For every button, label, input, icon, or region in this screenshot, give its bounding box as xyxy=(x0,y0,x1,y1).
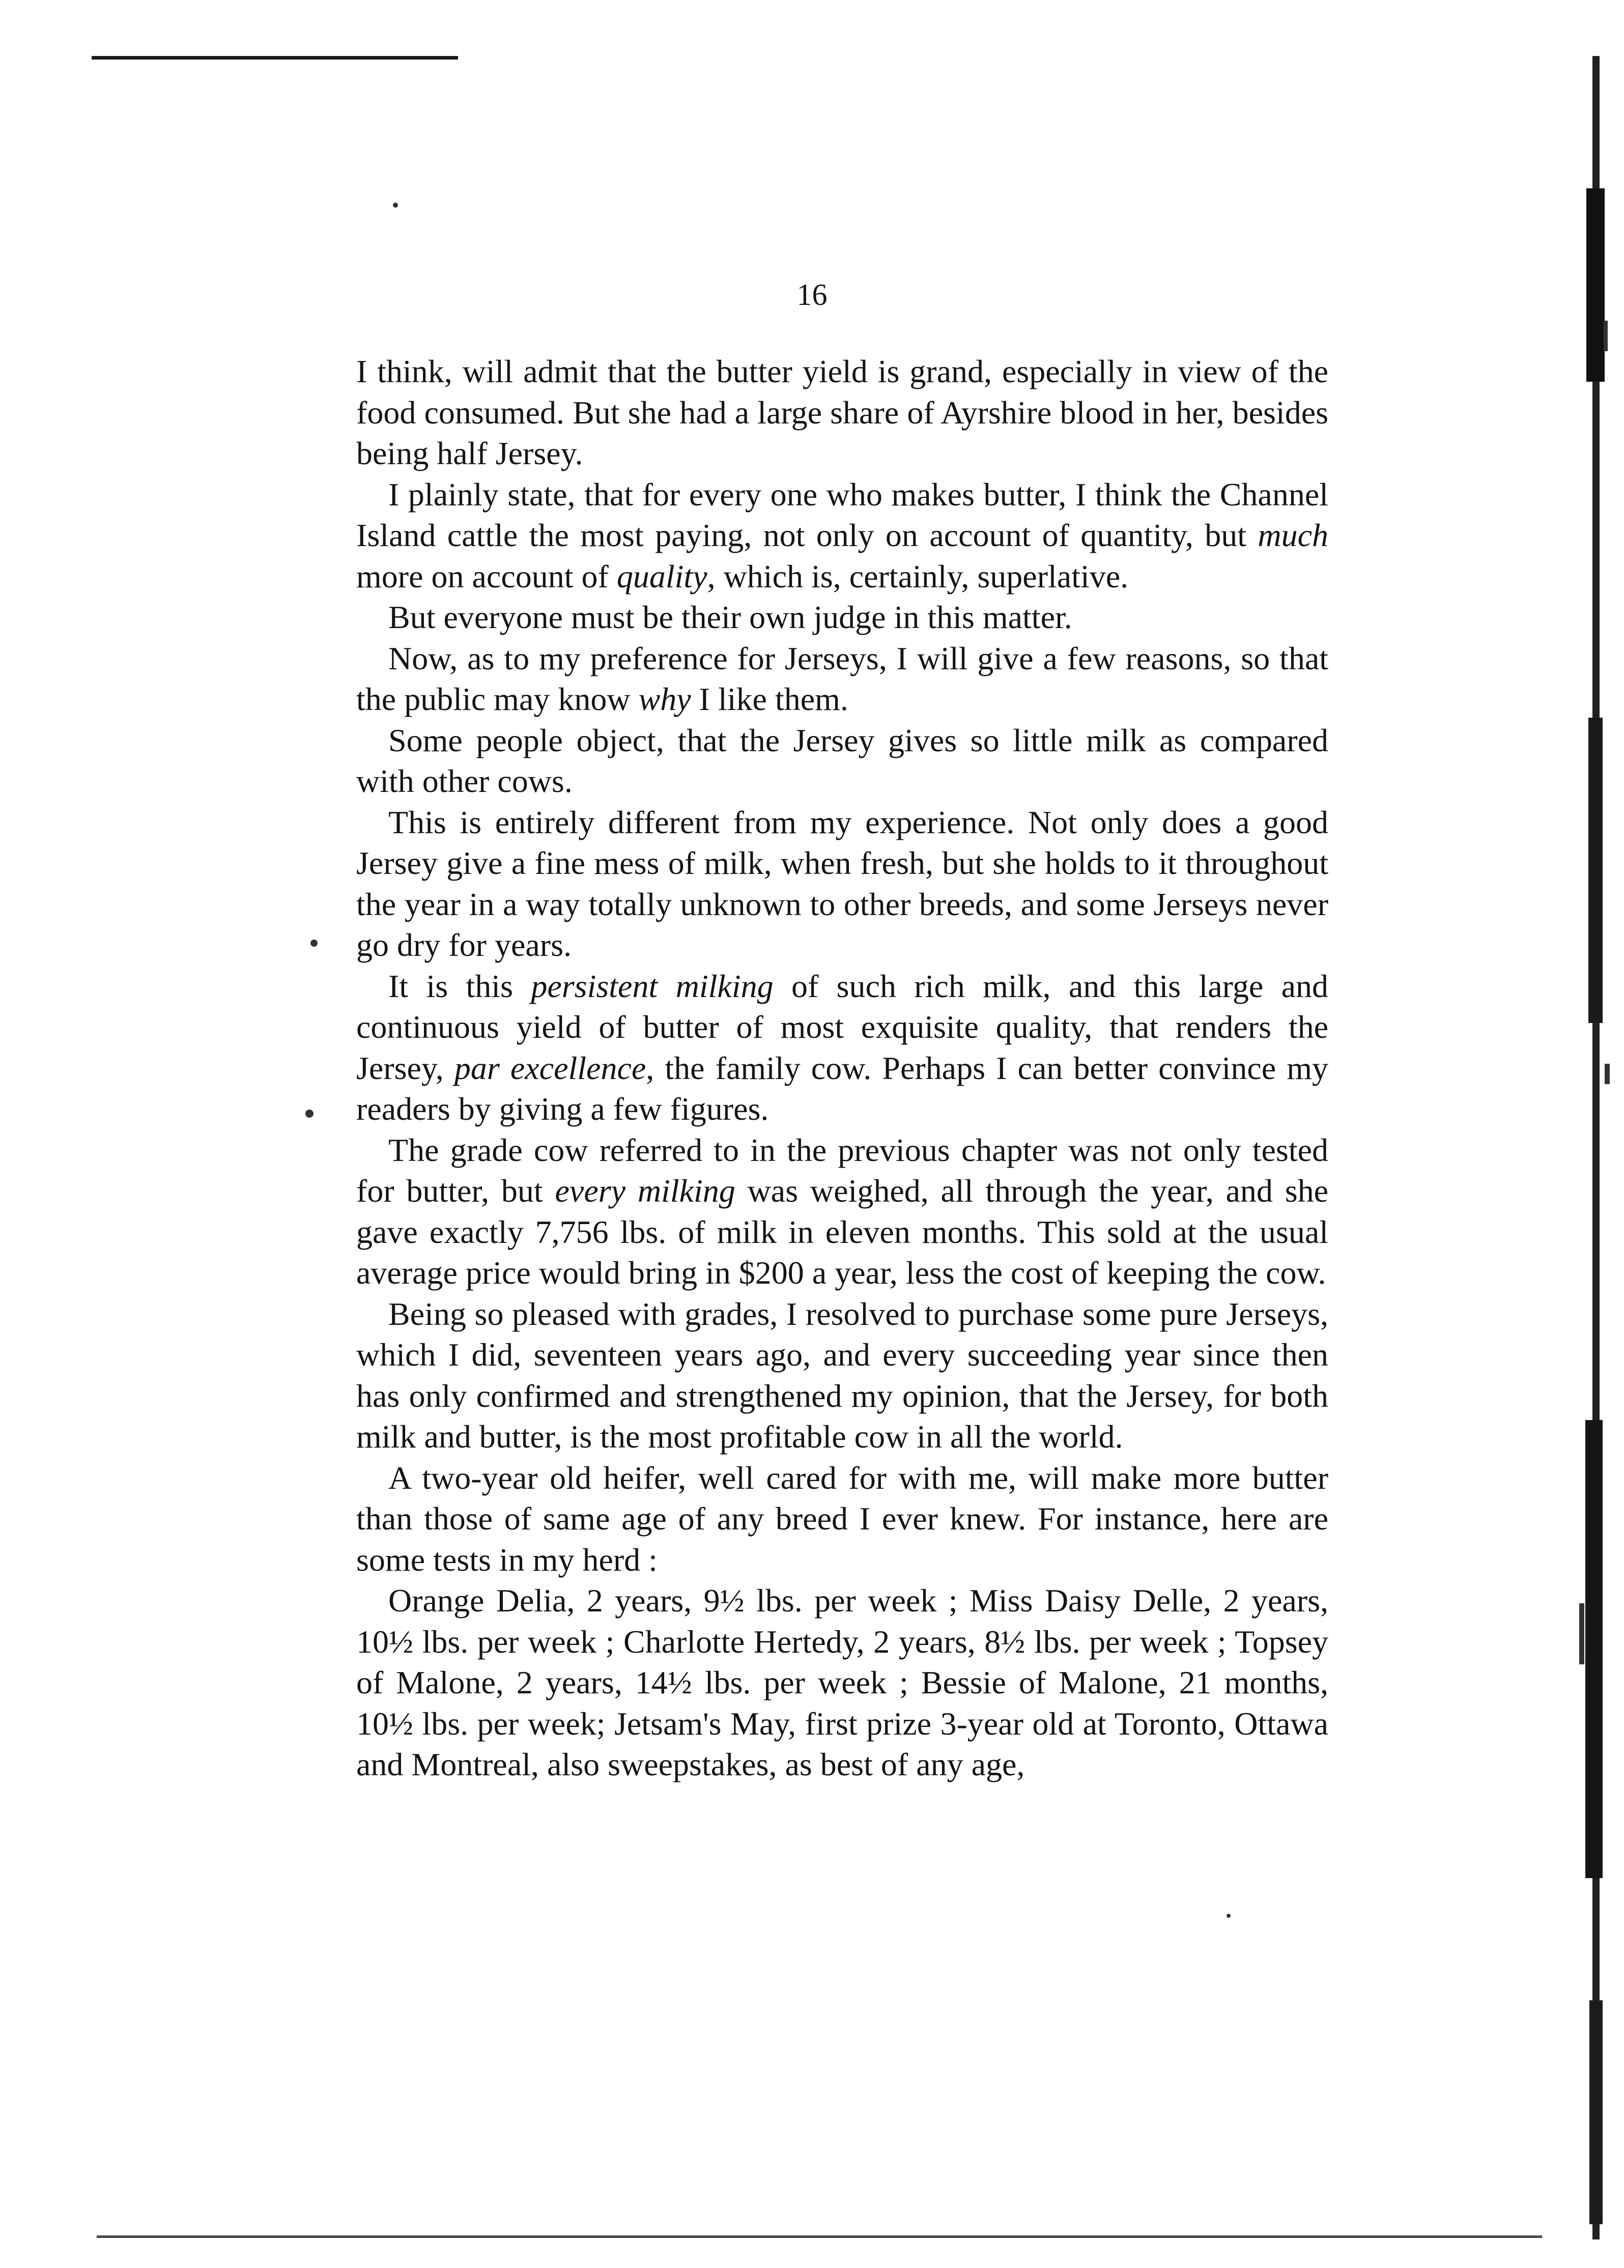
text-run: Being so pleased with grades, I resolved to purchase some pure Jerseys, which I did, seventeen years ago, and every succeeding year since then has only confirmed and strengthened my opinion, that the Jersey, for both milk and butter, is the most profitable cow in all the world. xyxy=(356,1295,1328,1455)
italic-phrase: much xyxy=(1258,517,1328,553)
page-number: 16 xyxy=(796,278,828,311)
paragraph xyxy=(356,638,1328,720)
italic-phrase: persistent milking xyxy=(531,968,774,1004)
paragraph xyxy=(356,474,1328,598)
text-run: I like them. xyxy=(691,681,848,717)
scan-speck xyxy=(1227,1914,1231,1918)
italic-phrase: par excellence xyxy=(454,1050,646,1086)
text-run: more on account of xyxy=(356,558,617,594)
text-run: I plainly state, that for every one who makes butter, I think the Channel Island cattle the most paying, not only on account of quantity, but xyxy=(356,476,1328,553)
paragraph xyxy=(356,1130,1328,1294)
text-run: It is this xyxy=(388,968,531,1004)
scan-speck xyxy=(305,1110,314,1118)
paragraph xyxy=(356,1294,1328,1458)
paragraph xyxy=(356,1458,1328,1581)
paragraph xyxy=(356,597,1328,638)
text-run: A two-year old heifer, well cared for with me, will make more butter than those of same age of any breed I ever knew. For instance, here are some tests in my herd : xyxy=(356,1459,1328,1578)
text-run: Orange Delia, 2 years, 9½ lbs. per week ; Miss Daisy Delle, 2 years, 10½ lbs. per week ; Charlotte Hertedy, 2 years, 8½ lbs. per week ; Topsey of Malone, 2 years, 14½ lbs. per week ; Bessie of Malone, 21 months, 10½ lbs. per week; Jetsam's May, first prize 3-year old at Toronto, Ottawa and Montreal, also sweepstakes, as best of any age, xyxy=(356,1582,1328,1782)
text-run: Some people object, that the Jersey gives so little milk as compared with other cows. xyxy=(356,722,1328,799)
text-run: , the family cow. Perhaps I can better convince my readers by giving a few figures. xyxy=(356,1050,1329,1127)
text-run: of such rich milk, and this large and continuous yield of butter of most exquisite quality, that renders the Jersey, xyxy=(356,968,1329,1086)
text-run: Now, as to my preference for Jerseys, I will give a few reasons, so that the public may know xyxy=(356,640,1328,717)
text-run: This is entirely different from my experience. Not only does a good Jersey give a fine mess of milk, when fresh, but she holds to it throughout the year in a way totally unknown to other breeds, and some Jerseys never go dry for years. xyxy=(356,804,1328,963)
italic-phrase: quality xyxy=(616,558,707,594)
bottom-rule xyxy=(97,2235,1542,2238)
paragraph xyxy=(356,351,1328,474)
scan-speck xyxy=(393,203,398,208)
paragraph xyxy=(356,966,1328,1130)
text-run: But everyone must be their own judge in this matter. xyxy=(388,599,1072,635)
italic-phrase: every milking xyxy=(555,1173,735,1209)
body-text xyxy=(356,351,1328,1785)
text-run: was weighed, all through the year, and she gave exactly 7,756 lbs. of milk in eleven months. This sold at the usual average price would bring in $200 a year, less the cost of keeping the cow. xyxy=(356,1173,1329,1291)
text-run: I think, will admit that the butter yield is grand, especially in view of the food consumed. But she had a large share of Ayrshire blood in her, besides being half Jersey. xyxy=(356,353,1328,471)
text-run: , which is, certainly, superlative. xyxy=(707,558,1129,594)
scan-speck xyxy=(310,940,318,947)
italic-phrase: why xyxy=(638,681,691,717)
binding-shadow xyxy=(1548,56,1624,2239)
top-rule xyxy=(92,56,458,60)
paragraph xyxy=(356,1580,1328,1785)
text-run: The grade cow referred to in the previous chapter was not only tested for butter, but xyxy=(356,1131,1328,1209)
paragraph xyxy=(356,720,1328,802)
paragraph xyxy=(356,802,1328,966)
